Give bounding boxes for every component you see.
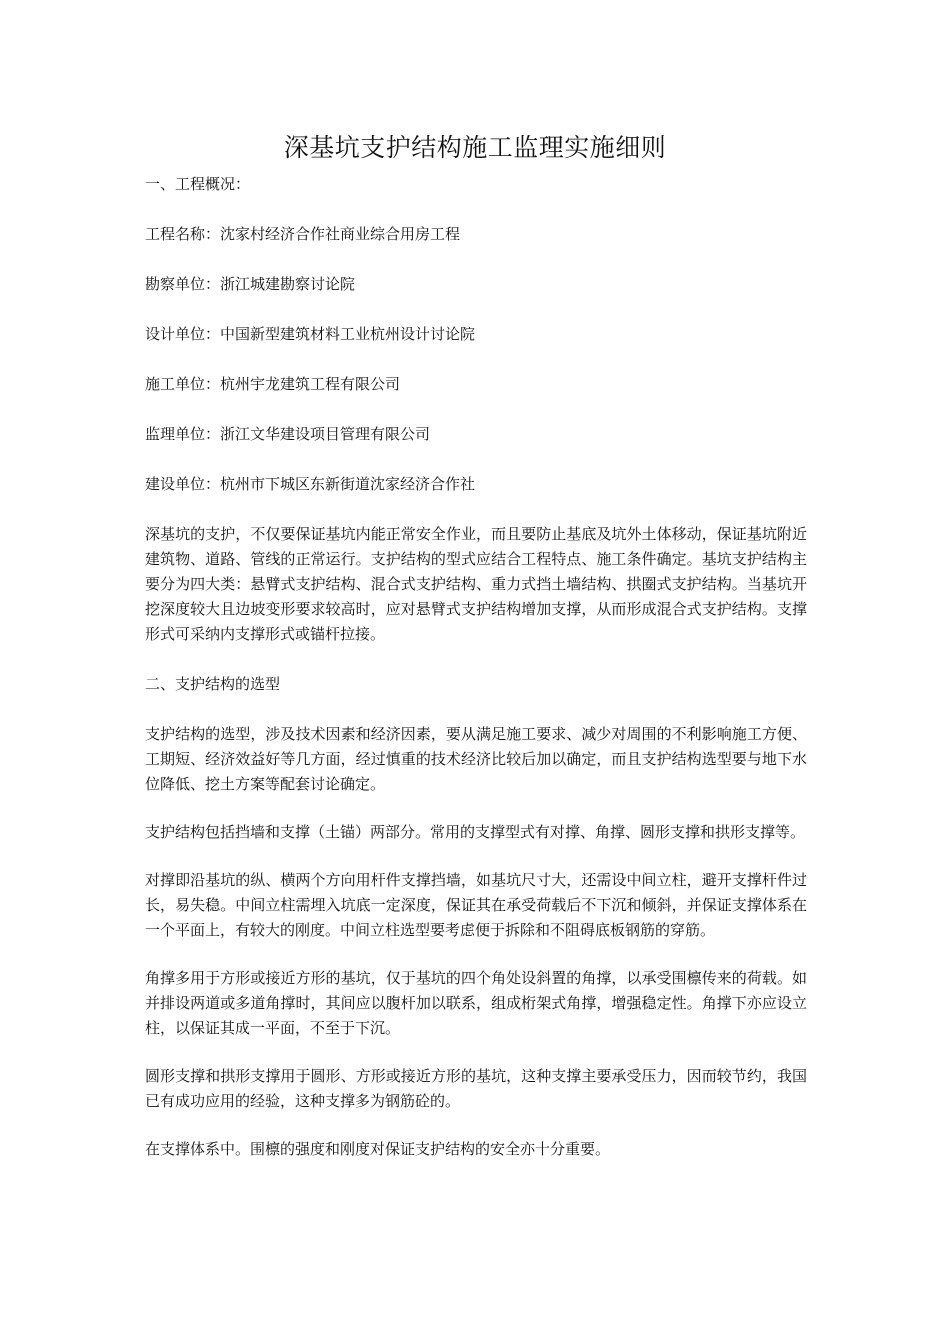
construction-unit-line: 施工单位：杭州宇龙建筑工程有限公司 [145, 375, 401, 393]
supervision-unit-line: 监理单位：浙江文华建设项目管理有限公司 [145, 425, 431, 443]
paragraph-opposite-bracing: 对撑即沿基坑的纵、横两个方向用杆件支撑挡墙，如基坑尺寸大，还需设中间立柱，避开支撑杆件过长，易失稳。中间立柱需埋入坑底一定深度，保证其在承受荷载后不下沉和倾斜，并保证支撑体系在一个平面上，有较大的刚度。中间立柱选型要考虑便于拆除和不阻碍底板钢筋的穿筋。 [145, 871, 807, 939]
paragraph-selection: 支护结构的选型，涉及技术因素和经济因素，要从满足施工要求、减少对周围的不利影响施工方便、工期短、经济效益好等几方面，经过慎重的技术经济比较后加以确定，而且支护结构选型要与地下水位降低、挖土方案等配套讨论确定。 [145, 725, 807, 793]
design-unit-line: 设计单位：中国新型建筑材料工业杭州设计讨论院 [145, 325, 476, 343]
paragraph-intro: 深基坑的支护，不仅要保证基坑内能正常安全作业，而且要防止基底及坑外土体移动，保证基坑附近建筑物、道路、管线的正常运行。支护结构的型式应结合工程特点、施工条件确定。基坑支护结构主要分为四大类：悬臂式支护结构、混合式支护结构、重力式挡土墙结构、拱圈式支护结构。当基坑开挖深度较大且边坡变形要求较高时，应对悬臂式支护结构增加支撑，从而形成混合式支护结构。支撑形式可采纳内支撑形式或锚杆拉接。 [145, 525, 807, 643]
project-name-line: 工程名称：沈家村经济合作社商业综合用房工程 [145, 225, 461, 243]
document-title: 深基坑支护结构施工监理实施细则 [283, 133, 667, 162]
paragraph-circular-bracing: 圆形支撑和拱形支撑用于圆形、方形或接近方形的基坑，这种支撑主要承受压力，因而较节约，我国已有成功应用的经验，这种支撑多为钢筋砼的。 [145, 1067, 807, 1110]
document-body [145, 172, 807, 1162]
paragraph-components: 支护结构包括挡墙和支撑（土锚）两部分。常用的支撑型式有对撑、角撑、圆形支撑和拱形支撑等。 [145, 823, 806, 841]
owner-unit-line: 建设单位：杭州市下城区东新街道沈家经济合作社 [145, 475, 476, 493]
paragraph-waling: 在支撑体系中。围檩的强度和刚度对保证支护结构的安全亦十分重要。 [145, 1140, 611, 1158]
section-heading-overview: 一、工程概况： [145, 175, 251, 193]
paragraph-corner-bracing: 角撑多用于方形或接近方形的基坑，仅于基坑的四个角处设斜置的角撑，以承受围檩传来的荷载。如并排设两道或多道角撑时，其间应以腹杆加以联系，组成桁架式角撑，增强稳定性。角撑下亦应设立柱，以保证其成一平面，不至于下沉。 [145, 969, 807, 1037]
survey-unit-line: 勘察单位：浙江城建勘察讨论院 [145, 275, 356, 293]
section-heading-selection: 二、支护结构的选型 [145, 675, 281, 693]
